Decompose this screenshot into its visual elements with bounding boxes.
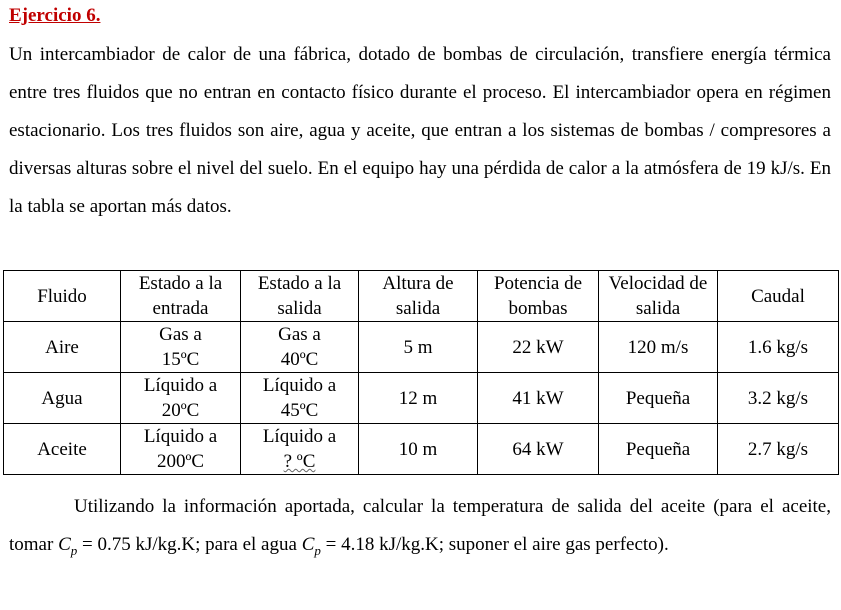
table-row bbox=[4, 373, 839, 424]
temperature-value: 40ºC bbox=[280, 349, 319, 370]
question-statement bbox=[9, 488, 831, 564]
cell-estado-salida bbox=[241, 424, 359, 475]
cp-symbol: $C_p$ bbox=[58, 534, 78, 558]
header-velocidad-salida: Velocidad de salida bbox=[599, 271, 718, 322]
data-table bbox=[3, 270, 839, 475]
table-row bbox=[4, 322, 839, 373]
cell-potencia: 64 kW bbox=[478, 424, 599, 475]
exercise-title: Ejercicio 6. bbox=[9, 5, 101, 26]
question-text-2: = 0.75 kJ/kg.K; para el agua bbox=[77, 534, 302, 555]
temperature-value: 20ºC bbox=[161, 400, 200, 421]
cell-altura: 5 m bbox=[359, 322, 478, 373]
question-text-1: Utilizando la información aportada, calcular la temperatura de salida del aceite (para el aceite, tomar bbox=[9, 496, 831, 555]
header-potencia-bombas: Potencia de bombas bbox=[478, 271, 599, 322]
cell-potencia: 41 kW bbox=[478, 373, 599, 424]
temperature-value: 45ºC bbox=[280, 400, 319, 421]
question-text-3: = 4.18 kJ/kg.K; suponer el aire gas perfecto). bbox=[320, 534, 669, 555]
problem-statement: Un intercambiador de calor de una fábrica, dotado de bombas de circulación, transfiere energía térmica entre tres fluidos que no entran en contacto físico durante el proceso. El intercambiador opera en régimen estacionario. Los tres fluidos son aire, agua y aceite, que entran a los sistemas de bombas / compresores a diversas alturas sobre el nivel del suelo. En el equipo hay una pérdida de calor a la atmósfera de 19 kJ/s. En la tabla se aportan más datos. bbox=[9, 44, 831, 217]
state-label: Gas a bbox=[159, 324, 202, 345]
cell-fluido: Agua bbox=[4, 373, 121, 424]
cell-caudal: 2.7 kg/s bbox=[718, 424, 839, 475]
cell-caudal: 3.2 kg/s bbox=[718, 373, 839, 424]
header-estado-salida: Estado a la salida bbox=[241, 271, 359, 322]
cell-estado-entrada bbox=[121, 322, 241, 373]
cell-velocidad: Pequeña bbox=[599, 424, 718, 475]
cell-velocidad: 120 m/s bbox=[599, 322, 718, 373]
state-label: Líquido a bbox=[143, 426, 218, 447]
cell-potencia: 22 kW bbox=[478, 322, 599, 373]
table-header-row bbox=[4, 271, 839, 322]
cell-estado-entrada bbox=[121, 424, 241, 475]
cell-estado-salida bbox=[241, 322, 359, 373]
cell-velocidad: Pequeña bbox=[599, 373, 718, 424]
unknown-temperature-value: ? ºC bbox=[283, 451, 316, 472]
temperature-value: 15ºC bbox=[161, 349, 200, 370]
cell-altura: 10 m bbox=[359, 424, 478, 475]
cell-fluido: Aceite bbox=[4, 424, 121, 475]
header-caudal: Caudal bbox=[718, 271, 839, 322]
header-fluido: Fluido bbox=[4, 271, 121, 322]
header-altura-salida: Altura de salida bbox=[359, 271, 478, 322]
temperature-value: 200ºC bbox=[156, 451, 205, 472]
state-label: Líquido a bbox=[262, 375, 337, 396]
cell-altura: 12 m bbox=[359, 373, 478, 424]
table-row bbox=[4, 424, 839, 475]
state-label: Líquido a bbox=[262, 426, 337, 447]
cell-estado-entrada bbox=[121, 373, 241, 424]
state-label: Líquido a bbox=[143, 375, 218, 396]
state-label: Gas a bbox=[278, 324, 321, 345]
cell-fluido: Aire bbox=[4, 322, 121, 373]
cp-symbol: $C_p$ bbox=[301, 534, 321, 558]
header-estado-entrada: Estado a la entrada bbox=[121, 271, 241, 322]
cell-estado-salida bbox=[241, 373, 359, 424]
cell-caudal: 1.6 kg/s bbox=[718, 322, 839, 373]
